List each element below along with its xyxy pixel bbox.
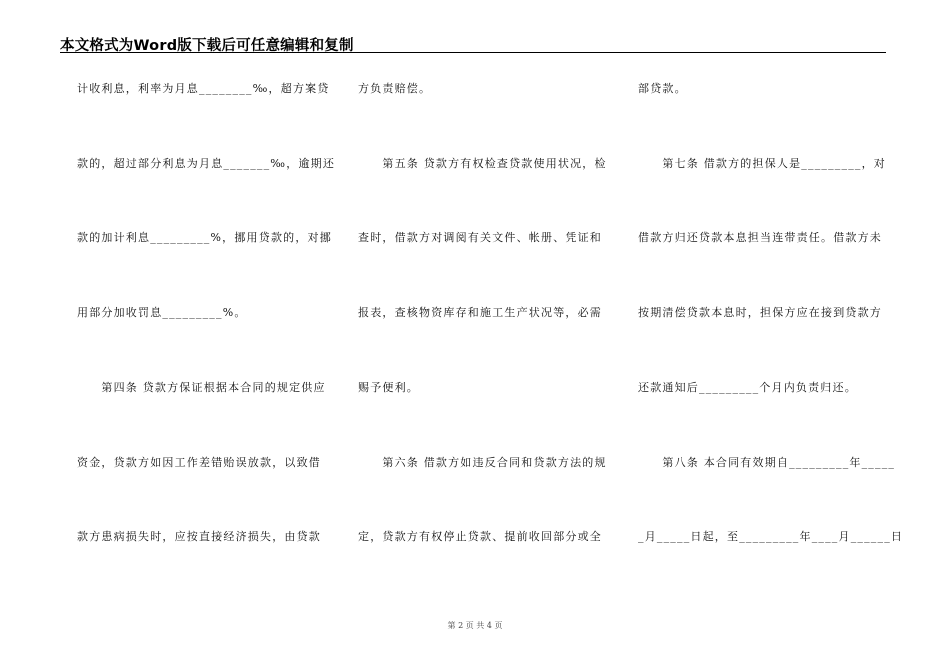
text-line: 借款方归还贷款本息担当连带责任。借款方未 bbox=[638, 231, 882, 244]
text-line: 款的加计利息_________%，挪用贷款的，对挪 bbox=[77, 231, 332, 244]
text-line: 还款通知后_________个月内负责归还。 bbox=[638, 381, 857, 394]
text-line: 第八条 本合同有效期自_________年_____ bbox=[638, 456, 896, 469]
text-line: 方负责赔偿。 bbox=[358, 82, 432, 95]
text-line: 资金，贷款方如因工作差错贻误放款，以致借 bbox=[77, 456, 321, 469]
text-line: 计收利息，利率为月息________‰，超方案贷 bbox=[77, 82, 330, 95]
text-line: 第六条 借款方如违反合同和贷款方法的规 bbox=[358, 456, 607, 469]
text-line: 第五条 贷款方有权检查贷款使用状况，检 bbox=[358, 157, 607, 170]
text-line: 第四条 贷款方保证根据本合同的规定供应 bbox=[77, 381, 326, 394]
text-line: 赐予便利。 bbox=[358, 381, 419, 394]
text-line: 定，贷款方有权停止贷款、提前收回部分或全 bbox=[358, 530, 602, 543]
text-line: 用部分加收罚息_________%。 bbox=[77, 306, 247, 319]
text-line: 按期清偿贷款本息时，担保方应在接到贷款方 bbox=[638, 306, 882, 319]
text-line: _月_____日起，至_________年____月______日 bbox=[638, 530, 904, 543]
text-line: 款方患病损失时，应按直接经济损失，由贷款 bbox=[77, 530, 321, 543]
page-number: 第 2 页 共 4 页 bbox=[447, 621, 503, 630]
text-line: 款的，超过部分利息为月息_______‰，逾期还 bbox=[77, 157, 336, 170]
text-line: 报表，查核物资库存和施工生产状况等，必需 bbox=[358, 306, 602, 319]
text-line: 部贷款。 bbox=[638, 82, 687, 95]
header-divider bbox=[60, 52, 886, 53]
text-line: 查时，借款方对调阅有关文件、帐册、凭证和 bbox=[358, 231, 602, 244]
text-line: 第七条 借款方的担保人是_________，对 bbox=[638, 157, 886, 170]
document-header-title: 本文格式为Word版下载后可任意编辑和复制 bbox=[60, 38, 354, 54]
